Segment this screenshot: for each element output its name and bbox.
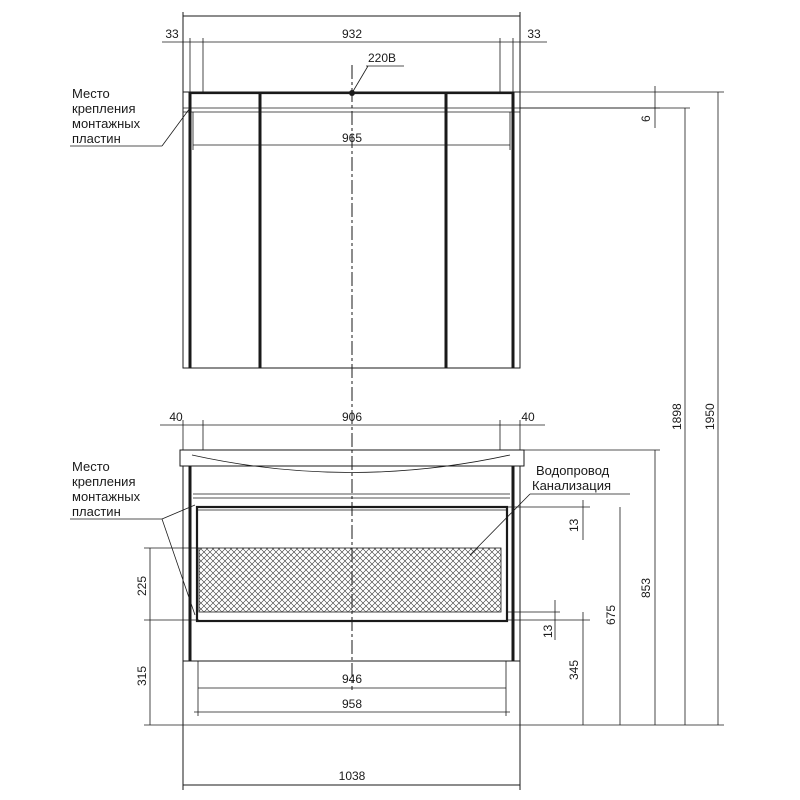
dim-gap-right-top: 33 xyxy=(527,27,541,41)
dim-top-offset: 6 xyxy=(639,115,653,122)
utility-zone-hatch xyxy=(199,548,501,612)
mount-label-top-2: крепления xyxy=(72,101,136,116)
dim-gap-left-bottom: 40 xyxy=(169,410,183,424)
dim-height-675: 675 xyxy=(604,604,618,625)
dim-gap-left-top: 33 xyxy=(165,27,179,41)
dim-bottom-gap: 13 xyxy=(541,624,555,638)
dim-width-946: 946 xyxy=(341,672,363,686)
power-label: 220В xyxy=(368,51,397,65)
dim-mount-width-top: 965 xyxy=(341,131,363,145)
vanity-unit xyxy=(70,410,724,790)
dim-width-958: 958 xyxy=(341,697,363,711)
mount-label-top-4: пластин xyxy=(72,131,121,146)
mount-label-top-1: Место xyxy=(72,86,110,101)
dim-inner-width-bottom: 906 xyxy=(341,410,363,424)
mount-label-bottom-3: монтажных xyxy=(72,489,141,504)
dim-gap-right-bottom: 40 xyxy=(521,410,535,424)
mount-label-bottom-2: крепления xyxy=(72,474,136,489)
mirror-cabinet xyxy=(70,12,660,368)
mount-label-bottom-1: Место xyxy=(72,459,110,474)
dim-height-1950: 1950 xyxy=(703,403,717,430)
drain-label: Канализация xyxy=(532,478,611,493)
dim-height-1898: 1898 xyxy=(670,403,684,430)
mount-label-top-3: монтажных xyxy=(72,116,141,131)
mount-label-bottom-4: пластин xyxy=(72,504,121,519)
dim-inner-width-top: 932 xyxy=(341,27,363,41)
dim-height-345: 345 xyxy=(567,659,581,680)
dim-top-gap: 13 xyxy=(567,518,581,532)
water-label: Водопровод xyxy=(536,463,610,478)
dim-height-853: 853 xyxy=(639,577,653,598)
dim-total-width: 1038 xyxy=(338,769,366,783)
dim-zone-height: 225 xyxy=(135,575,149,596)
dim-floor-height: 315 xyxy=(135,665,149,686)
